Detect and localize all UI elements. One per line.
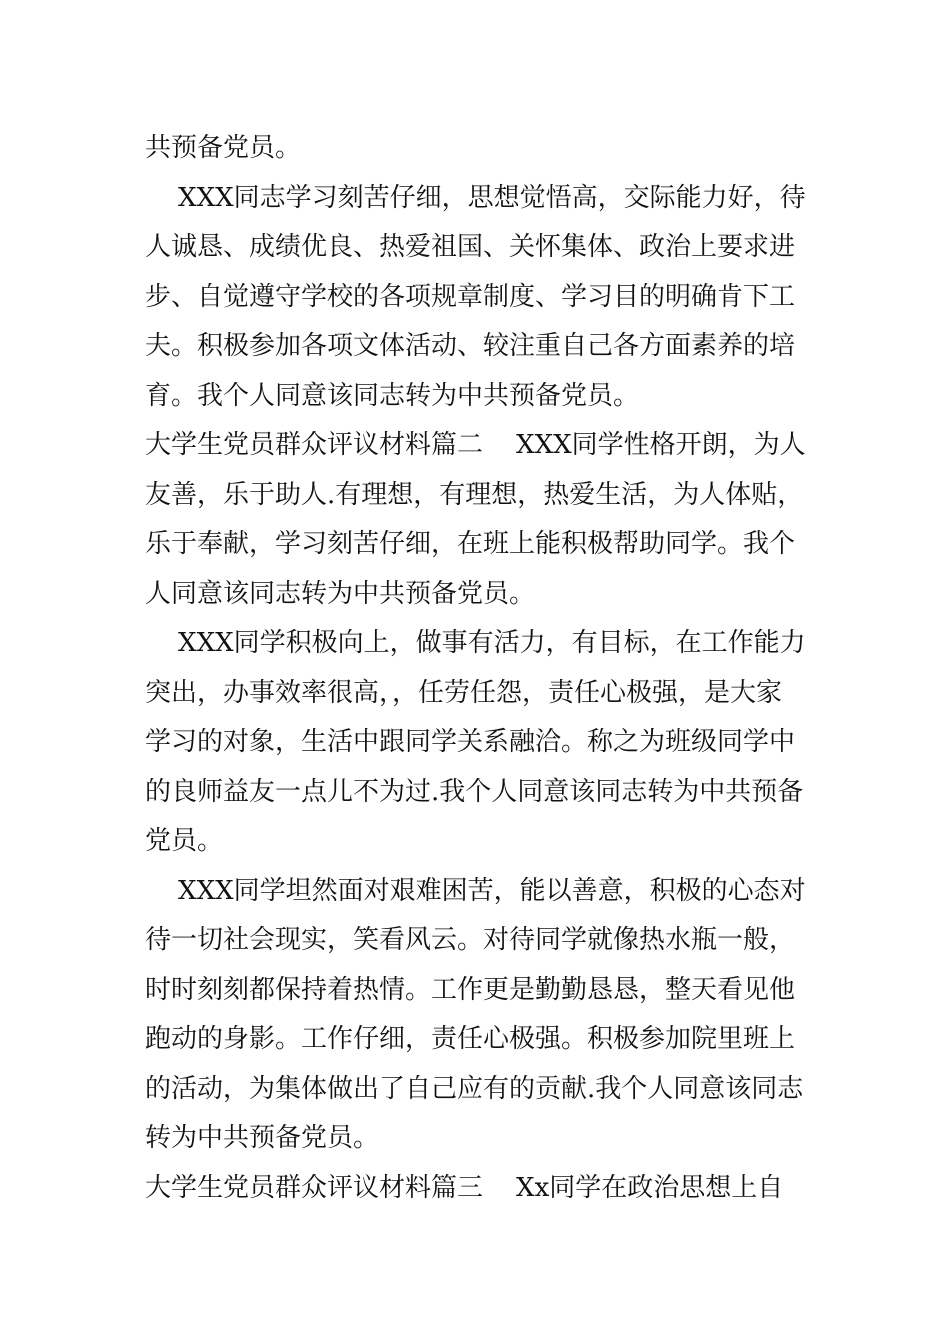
text-line: 待一切社会现实，笑看风云。对待同学就像热水瓶一般， (145, 925, 796, 955)
document-body (145, 124, 815, 1213)
text-line: 人诚恳、成绩优良、热爱祖国、关怀集体、政治上要求进 (145, 232, 796, 262)
text-line: 突出，办事效率很高，，任劳任怨，责任心极强，是大家 (145, 677, 783, 708)
section-heading-line: 大学生党员群众评议材料篇二 XXX同学性格开朗，为人 (145, 430, 806, 460)
text-line: 时时刻刻都保持着热情。工作更是勤勤恳恳，整天看见他 (145, 974, 796, 1005)
text-line: 转为中共预备党员。 (145, 1123, 380, 1153)
text-line: 党员。 (145, 826, 224, 856)
text-line: XXX同学积极向上，做事有活力，有目标，在工作能力 (145, 628, 806, 658)
text-line: 人同意该同志转为中共预备党员。 (145, 578, 536, 609)
text-line: 的良师益友一点儿不为过.我个人同意该同志转为中共预备 (145, 776, 804, 807)
text-line: XXX同学坦然面对艰难困苦，能以善意，积极的心态对 (145, 875, 806, 906)
text-line: XXX同志学习刻苦仔细，思想觉悟高，交际能力好，待 (145, 182, 806, 213)
text-line: 共预备党员。 (145, 133, 302, 163)
section-heading-line: 大学生党员群众评议材料篇三 Xx同学在政治思想上自 (145, 1172, 784, 1203)
text-line: 的活动，为集体做出了自己应有的贡献.我个人同意该同志 (145, 1073, 804, 1104)
text-line: 跑动的身影。工作仔细，责任心极强。积极参加院里班上 (145, 1024, 796, 1054)
text-line: 步、自觉遵守学校的各项规章制度、学习目的明确肯下工 (145, 281, 796, 312)
text-line: 友善，乐于助人.有理想，有理想，热爱生活，为人体贴， (145, 479, 804, 510)
text-line: 育。我个人同意该同志转为中共预备党员。 (145, 380, 640, 411)
text-line: 学习的对象，生活中跟同学关系融洽。称之为班级同学中 (145, 727, 796, 757)
text-line: 乐于奉献，学习刻苦仔细，在班上能积极帮助同学。我个 (145, 529, 796, 559)
text-line: 夫。积极参加各项文体活动、较注重自己各方面素养的培 (145, 331, 796, 361)
